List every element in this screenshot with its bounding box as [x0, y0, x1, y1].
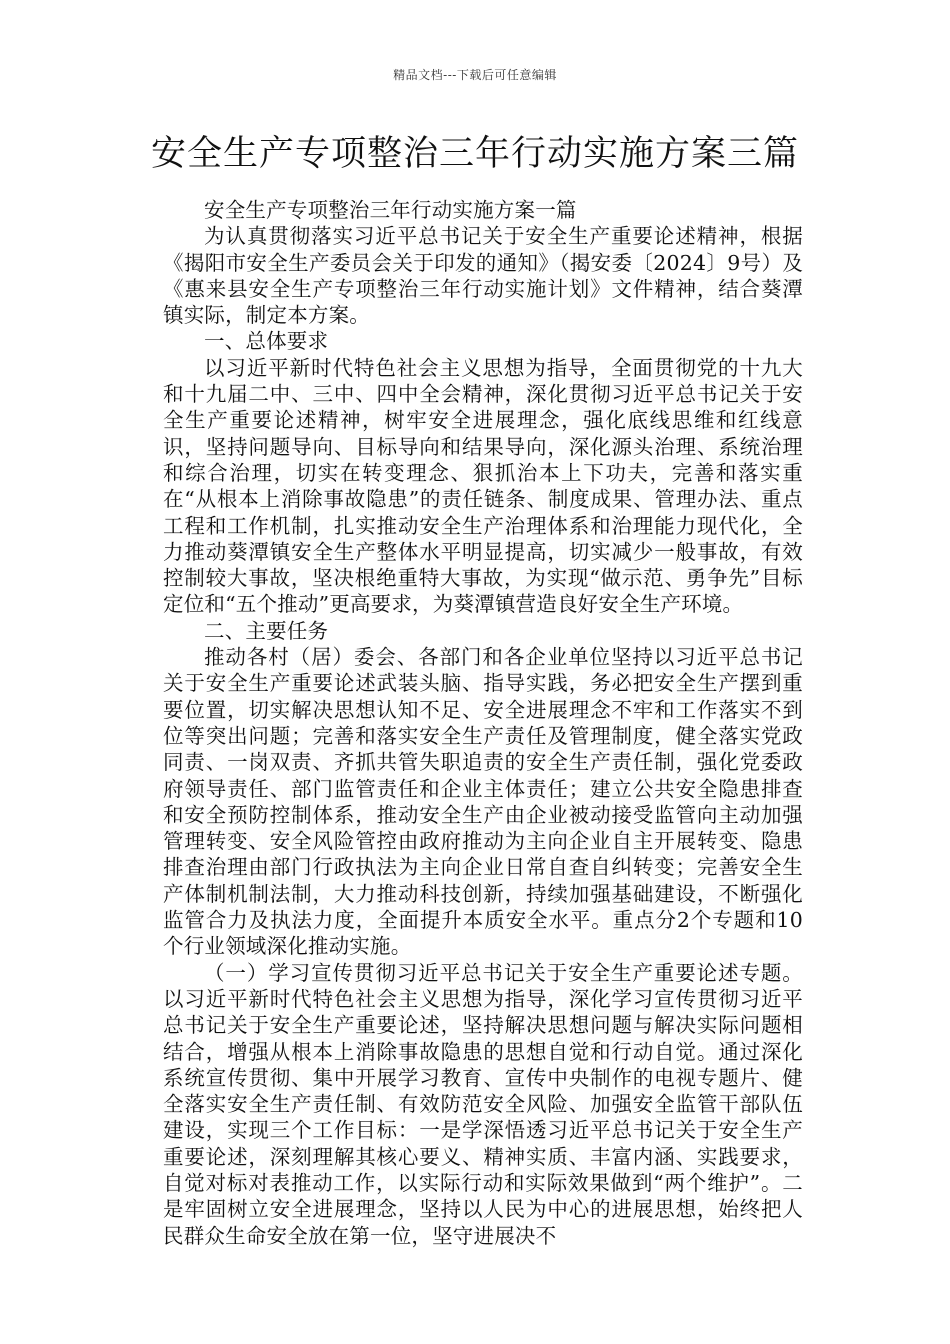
subtitle-paragraph: 安全生产专项整治三年行动实施方案一篇 — [204, 198, 577, 222]
section-heading-general-requirements: 一、总体要求 — [204, 329, 329, 354]
document-body — [163, 197, 803, 1249]
main-tasks-paragraph: 推动各村（居）委会、各部门和各企业单位坚持以习近平总书记关于安全生产重要论述武装头脑、指导实践，务必把安全生产摆到重要位置，切实解决思想认知不足、安全进展理念不牢和工作落实不到位等突出问题；完善和落实安全生产责任及管理制度，健全落实党政同责、一岗双责、齐抓共管失职追责的安全生产责任制，强化党委政府领导责任、部门监管责任和企业主体责任；建立公共安全隐患排查和安全预防控制体系，推动安全生产由企业被动接受监管向主动加强管理转变、安全风险管控由政府推动为主向企业自主开展转变、隐患排查治理由部门行政执法为主向企业日常自查自纠转变；完善安全生产体制机制法制，大力推动科技创新，持续加强基础建设，不断强化监管合力及执法力度，全面提升本质安全水平。重点分2个专题和10个行业领域深化推动实施。 — [163, 645, 803, 959]
section-heading-main-tasks: 二、主要任务 — [204, 618, 329, 643]
general-requirements-paragraph: 以习近平新时代特色社会主义思想为指导，全面贯彻党的十九大和十九届二中、三中、四中全会精神，深化贯彻习近平总书记关于安全生产重要论述精神，树牢安全进展理念，强化底线思维和红线意识，坚持问题导向、目标导向和结果导向，深化源头治理、系统治理和综合治理，切实在转变理念、狠抓治本上下功夫，完善和落实重在“从根本上消除事故隐患”的责任链条、制度成果、管理办法、重点工程和工作机制，扎实推动安全生产治理体系和治理能力现代化，全力推动葵潭镇安全生产整体水平明显提高，切实减少一般事故，有效控制较大事故，坚决根绝重特大事故，为实现“做示范、勇争先”目标定位和“五个推动”更高要求，为葵潭镇营造良好安全生产环境。 — [163, 355, 803, 617]
intro-paragraph: 为认真贯彻落实习近平总书记关于安全生产重要论述精神，根据《揭阳市安全生产委员会关于印发的通知》（揭安委〔2024〕9号）及《惠来县安全生产专项整治三年行动实施计划》文件精神，结合葵潭镇实际，制定本方案。 — [163, 224, 803, 328]
document-title: 安全生产专项整治三年行动实施方案三篇 — [150, 134, 799, 174]
header-note: 精品文档---下载后可任意编辑 — [393, 68, 557, 82]
topic-one-paragraph: （一）学习宣传贯彻习近平总书记关于安全生产重要论述专题。以习近平新时代特色社会主义思想为指导，深化学习宣传贯彻习近平总书记关于安全生产重要论述，坚持解决思想问题与解决实际问题相结合，增强从根本上消除事故隐患的思想自觉和行动自觉。通过深化系统宣传贯彻、集中开展学习教育、宣传中央制作的电视专题片、健全落实安全生产责任制、有效防范安全风险、加强安全监管干部队伍建设，实现三个工作目标：一是学深悟透习近平总书记关于安全生产重要论述，深刻理解其核心要义、精神实质、丰富内涵、实践要求，自觉对标对表推动工作，以实际行动和实际效果做到“两个维护”。二是牢固树立安全进展理念，坚持以人民为中心的进展思想，始终把人民群众生命安全放在第一位，坚守进展决不 — [163, 960, 803, 1248]
